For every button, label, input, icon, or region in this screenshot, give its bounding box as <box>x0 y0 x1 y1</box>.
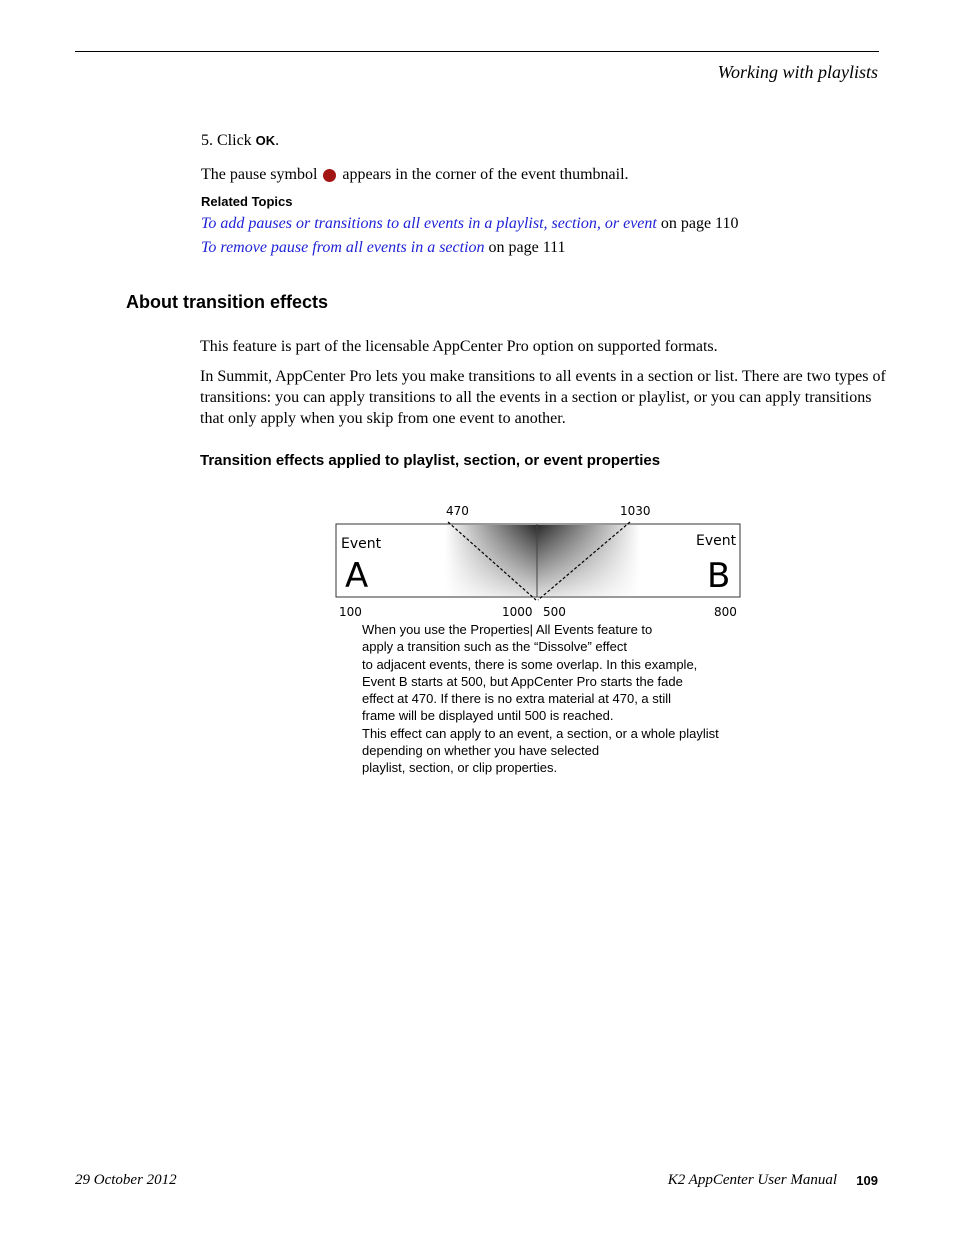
running-head: Working with playlists <box>717 62 878 82</box>
related-topic-item <box>201 237 566 258</box>
ok-label: OK <box>255 133 276 148</box>
related-topic-page-ref: on page 111 <box>484 239 566 256</box>
caption-line: apply a transition such as the “Dissolve” effect <box>362 639 627 655</box>
label-1000: 1000 <box>502 605 533 619</box>
paragraph-licensable: This feature is part of the licensable AppCenter Pro option on supported formats. <box>200 338 718 355</box>
caption-line: When you use the Properties| All Events feature to <box>362 622 653 637</box>
label-1030: 1030 <box>620 504 651 518</box>
footer-page-number: 109 <box>856 1173 878 1188</box>
caption-line: frame will be displayed until 500 is reached. <box>362 708 614 724</box>
diagram-caption <box>362 621 742 777</box>
subsection-heading: Transition effects applied to playlist, section, or event properties <box>200 452 661 469</box>
event-a-word: Event <box>341 536 382 552</box>
event-a-letter: A <box>345 556 369 596</box>
fade-gradient-overlay <box>445 525 640 596</box>
related-topics-heading: Related Topics <box>201 194 293 209</box>
paragraph-transition-types: In Summit, AppCenter Pro lets you make transitions to all events in a section or list. There are two types of transitions: you can apply transitions to all the events in a section or playlist, or you can apply transitions that only apply when you skip from one event to another. <box>200 368 886 427</box>
caption-line: This effect can apply to an event, a section, or a whole playlist <box>362 725 719 741</box>
related-topic-page-ref: on page 110 <box>656 215 739 232</box>
pause-symbol-icon <box>323 169 336 182</box>
pause-sentence-before: The pause symbol <box>201 166 322 183</box>
event-b-word: Event <box>696 533 737 549</box>
header-rule <box>75 51 879 52</box>
event-b-letter: B <box>707 556 731 596</box>
caption-line: depending on whether you have selected <box>362 743 600 759</box>
caption-line: to adjacent events, there is some overlap. In this example, <box>362 656 698 672</box>
related-topic-link-add-pauses[interactable]: To add pauses or transitions to all events in a playlist, section, or event <box>201 215 657 232</box>
pause-sentence <box>201 164 629 185</box>
label-500: 500 <box>543 605 566 619</box>
label-470: 470 <box>446 504 469 518</box>
related-topic-link-remove-pause[interactable]: To remove pause from all events in a section <box>201 239 485 256</box>
section-heading: About transition effects <box>126 292 329 312</box>
pause-sentence-after: appears in the corner of the event thumbnail. <box>338 166 629 183</box>
caption-line: Event B starts at 500, but AppCenter Pro starts the fade <box>362 673 683 689</box>
label-100: 100 <box>339 605 362 619</box>
step-5-text: 5. Click <box>201 132 256 149</box>
footer-manual-title: K2 AppCenter User Manual <box>667 1172 837 1188</box>
related-topic-item <box>201 213 738 234</box>
step-5 <box>201 130 279 151</box>
caption-line: playlist, section, or clip properties. <box>362 760 558 776</box>
label-800: 800 <box>714 605 737 619</box>
step-5-period: . <box>275 132 280 149</box>
footer-date: 29 October 2012 <box>75 1172 177 1188</box>
caption-line: effect at 470. If there is no extra material at 470, a still <box>362 691 672 707</box>
